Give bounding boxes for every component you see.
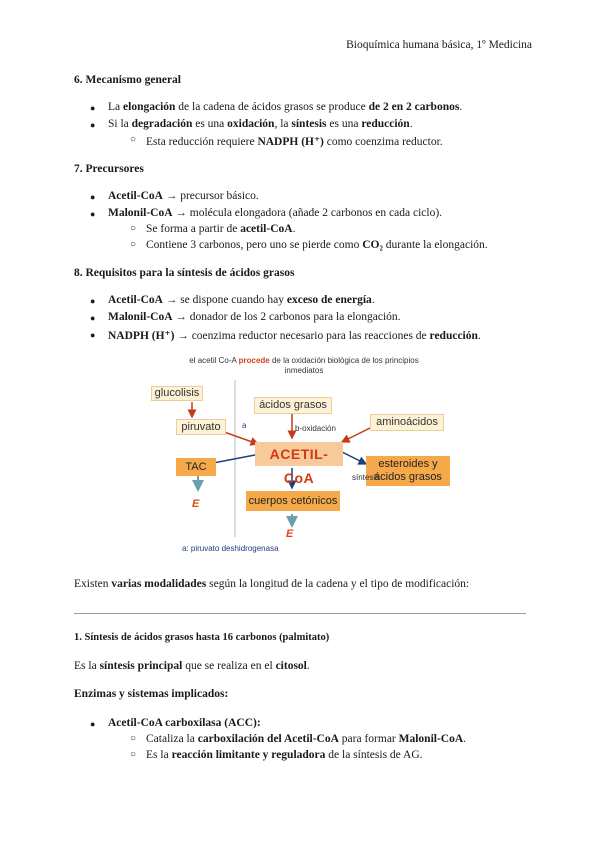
section-7-title: 7. Precursores [74,163,144,175]
energy-label-tac: E [192,498,200,510]
aminoacidos-box: aminoácidos [370,414,444,431]
bullet-dot: ● [90,330,96,340]
horizontal-divider [74,613,526,614]
glucolisis-box: glucolisis [151,386,203,401]
bullet-dot: ● [90,296,96,306]
energy-label-cuerpos: E [286,528,294,540]
section-6-title: 6. Mecanismo general [74,74,181,86]
s7-bullet-1: Acetil-CoA → precursor básico. [108,190,259,202]
s7-sub-bullet-1: Se forma a partir de acetil-CoA. [146,223,296,235]
section-8-title: 8. Requisitos para la síntesis de ácidos grasos [74,267,295,279]
s6-bullet-1: La elongación de la cadena de ácidos grasos se produce de 2 en 2 carbonos. [108,101,463,113]
b-oxidacion-label: b-oxidación [295,424,336,433]
bullet-dot: ● [90,209,96,219]
acetyl-coa-diagram [120,352,480,560]
page-header: Bioquímica humana básica, 1º Medicina [346,39,532,51]
s8-bullet-2: Malonil-CoA → donador de los 2 carbonos para la elongación. [108,311,401,323]
esteroides-box: esteroides y ácidos grasos [366,456,450,486]
sub-bullet-circle: ○ [130,733,137,744]
acidos-grasos-box: ácidos grasos [254,397,332,414]
s8-bullet-3: NADPH (H⁺) → coenzima reductor necesario para las reacciones de reducción. [108,330,481,342]
sub-bullet-circle: ○ [130,134,137,145]
diagram-caption: el acetil Co-A procede de la oxidación biológica de los principios inmediatos [189,356,419,375]
bullet-dot: ● [90,719,96,729]
acc-sub-bullet-1: Cataliza la carboxilación del Acetil-CoA para formar Malonil-CoA. [146,733,467,745]
s6-sub-bullet-1: Esta reducción requiere NADPH (H⁺) como coenzima reductor. [146,136,443,148]
bullet-dot: ● [90,192,96,202]
sub-bullet-circle: ○ [130,749,137,760]
bullet-dot: ● [90,120,96,130]
a-label: a [242,421,247,430]
arrow-acetil-esteroides [342,452,366,464]
piruvato-box: piruvato [176,419,226,435]
sub-bullet-circle: ○ [130,223,137,234]
s1-paragraph: Es la síntesis principal que se realiza en el citosol. [74,660,310,672]
s7-sub-bullet-2: Contiene 3 carbonos, pero uno se pierde como CO₂ durante la elongación. [146,239,488,251]
s6-bullet-2: Si la degradación es una oxidación, la síntesis es una reducción. [108,118,413,130]
s8-bullet-1: Acetil-CoA → se dispone cuando hay exceso de energía. [108,294,375,306]
cuerpos-cetonicos-box: cuerpos cetónicos [246,491,340,511]
enzimas-title: Enzimas y sistemas implicados: [74,688,229,700]
bullet-dot: ● [90,103,96,113]
s7-bullet-2: Malonil-CoA → molécula elongadora (añade 2 carbonos en cada ciclo). [108,207,443,219]
sub-bullet-circle: ○ [130,239,137,250]
acc-sub-bullet-2: Es la reacción limitante y reguladora de la síntesis de AG. [146,749,423,761]
arrow-amino-acetil [342,427,372,442]
intro-paragraph: Existen varias modalidades según la longitud de la cadena y el tipo de modificación: [74,578,470,590]
acc-bullet: Acetil-CoA carboxilasa (ACC): [108,717,261,729]
bullet-dot: ● [90,313,96,323]
acetil-coa-box: ACETIL-CoA [255,442,343,466]
diagram-footnote: a: piruvato deshidrogenasa [182,544,279,553]
s1-title: 1. Síntesis de ácidos grasos hasta 16 carbonos (palmitato) [74,632,330,643]
tac-box: TAC [176,458,216,476]
sintesis-label: síntesis [352,473,380,482]
arrow-piruvato-acetil [224,432,258,444]
